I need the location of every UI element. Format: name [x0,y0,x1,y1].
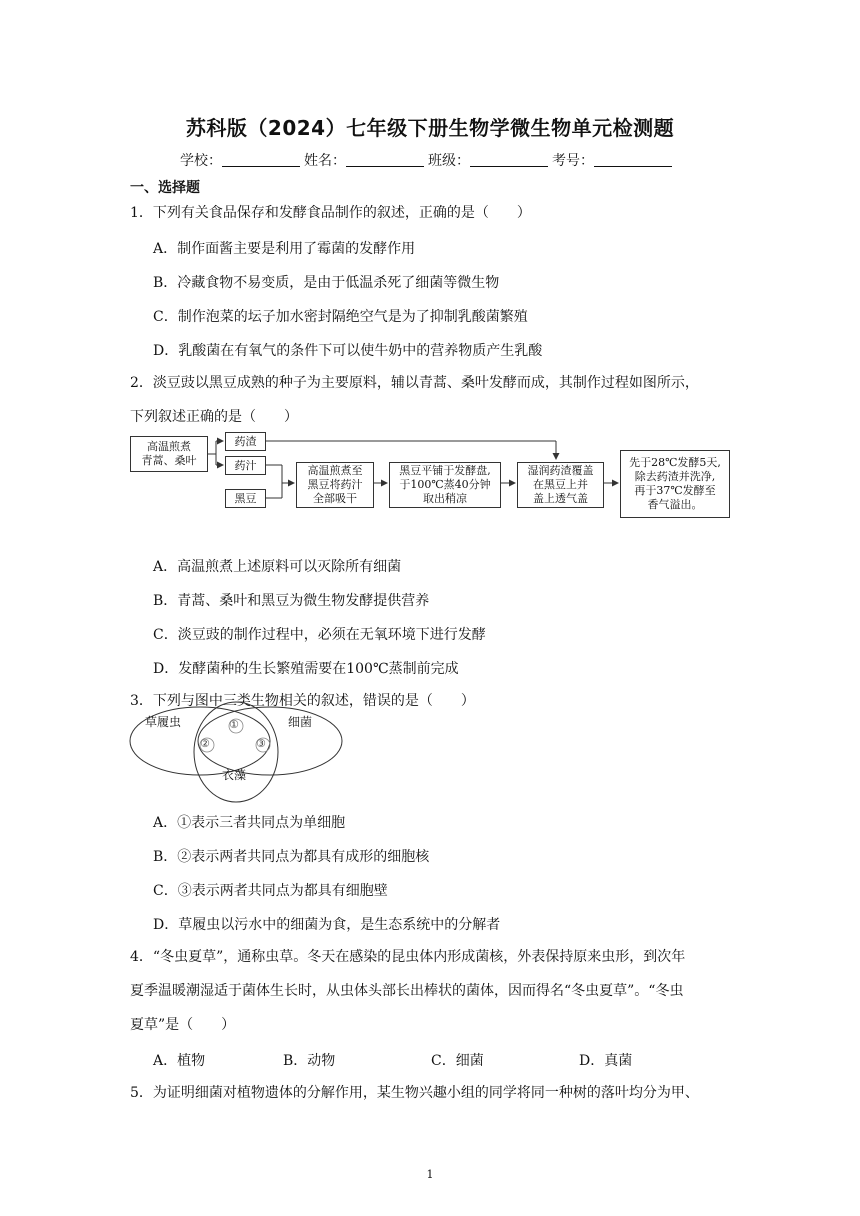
question-4-option-d[interactable]: D．真菌 [579,1053,633,1069]
venn-label-paramecium: 草履虫 [145,715,182,729]
venn-region-3: ③ [256,737,266,750]
venn-region-2: ② [200,737,210,750]
flow-box-residue: 药渣 [225,432,266,451]
question-2-stem-line-2: 下列叙述正确的是（ ） [130,409,298,425]
document-title: 苏科版（2024）七年级下册生物学微生物单元检测题 [185,116,675,140]
question-3-option-a[interactable]: A．①表示三者共同点为单细胞 [153,815,346,831]
question-1-stem: 1．下列有关食品保存和发酵食品制作的叙述，正确的是（ ） [130,205,531,221]
question-1-option-b[interactable]: B．冷藏食物不易变质，是由于低温杀死了细菌等微生物 [153,275,500,291]
question-2-option-c[interactable]: C．淡豆豉的制作过程中，必须在无氧环境下进行发酵 [153,627,486,643]
class-label: 班级： [428,153,470,169]
flow-box-boil-beans: 高温煎煮至 黑豆将药汁 全部吸干 [296,462,374,508]
question-4-stem-line-2: 夏季温暖潮湿适于菌体生长时，从虫体头部长出棒状的菌体，因而得名“冬虫夏草”。“冬虫 [130,983,684,999]
question-4-stem-line-3: 夏草”是（ ） [130,1017,236,1033]
question-1-option-a[interactable]: A．制作面酱主要是利用了霉菌的发酵作用 [153,241,416,257]
question-1-option-d[interactable]: D．乳酸菌在有氧气的条件下可以使牛奶中的营养物质产生乳酸 [153,343,543,359]
flow-box-boil-herbs: 高温煎煮 青蒿、桑叶 [130,436,208,472]
flow-box-steam-beans: 黑豆平铺于发酵盘, 于100℃蒸40分钟 取出稍凉 [389,462,501,508]
venn-region-1: ① [229,718,239,731]
question-1-option-c[interactable]: C．制作泡菜的坛子加水密封隔绝空气是为了抑制乳酸菌繁殖 [153,309,528,325]
exam-no-label: 考号： [552,153,594,169]
flow-box-ferment: 先于28℃发酵5天, 除去药渣并洗净, 再于37℃发酵至 香气溢出。 [620,450,730,518]
question-2-option-d[interactable]: D．发酵菌种的生长繁殖需要在100℃蒸制前完成 [153,661,459,677]
question-2-stem-line-1: 2．淡豆豉以黑豆成熟的种子为主要原料，辅以青蒿、桑叶发酵而成，其制作过程如图所示， [130,375,699,391]
question-4-option-b[interactable]: B．动物 [283,1053,336,1069]
venn-label-bacteria: 细菌 [288,715,313,729]
section-heading: 一、选择题 [130,180,200,196]
question-3-option-c[interactable]: C．③表示两者共同点为都具有细胞壁 [153,883,388,899]
question-4-stem-line-1: 4．“冬虫夏草”，通称虫草。冬天在感染的昆虫体内形成菌核，外表保持原来虫形，到次年 [130,949,686,965]
question-3-option-b[interactable]: B．②表示两者共同点为都具有成形的细胞核 [153,849,430,865]
name-label: 姓名： [304,153,346,169]
page-number: 1 [426,1168,434,1181]
flow-box-cover-residue: 湿润药渣覆盖 在黑豆上并 盖上透气盖 [517,462,604,508]
question-5-stem-line-1: 5．为证明细菌对植物遗体的分解作用，某生物兴趣小组的同学将同一种树的落叶均分为甲、 [130,1085,699,1101]
question-2-option-b[interactable]: B．青蒿、桑叶和黑豆为微生物发酵提供营养 [153,593,430,609]
question-3-stem: 3．下列与图中三类生物相关的叙述，错误的是（ ） [130,693,475,709]
question-2-option-a[interactable]: A．高温煎煮上述原料可以灭除所有细菌 [153,559,402,575]
venn-label-chlamydomonas: 衣藻 [222,768,247,782]
question-4-option-a[interactable]: A．植物 [153,1053,206,1069]
flow-box-juice: 药汁 [225,456,266,475]
question-4-options [153,1050,632,1070]
question-4-option-c[interactable]: C．细菌 [431,1053,484,1069]
question-3-option-d[interactable]: D．草履虫以污水中的细菌为食，是生态系统中的分解者 [153,917,501,933]
school-label: 学校： [180,153,222,169]
flow-box-black-beans: 黑豆 [225,489,266,508]
